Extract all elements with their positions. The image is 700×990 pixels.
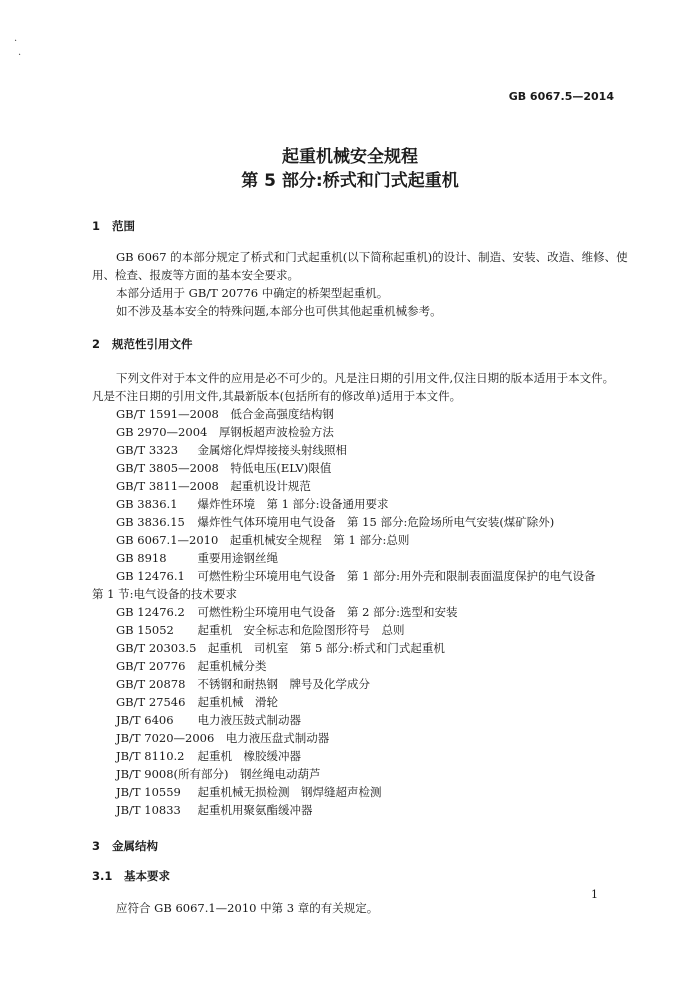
reference-code: GB 2970—2004 bbox=[116, 425, 208, 439]
paragraph-line: 本部分适用于 GB/T 20776 中确定的桥架型起重机。 bbox=[116, 286, 389, 300]
reference-item bbox=[116, 766, 321, 782]
paragraph-line: GB 6067 的本部分规定了桥式和门式起重机(以下简称起重机)的设计、制造、安装、改造、维修、使 bbox=[116, 250, 628, 264]
reference-code: GB 3836.1 bbox=[116, 497, 178, 511]
page-number: 1 bbox=[591, 888, 598, 901]
reference-title: 起重机械 滑轮 bbox=[197, 695, 278, 709]
section-title: 范围 bbox=[112, 219, 135, 233]
reference-item bbox=[116, 802, 313, 818]
reference-code: GB/T 3811—2008 bbox=[116, 479, 219, 493]
reference-code: GB/T 20776 bbox=[116, 659, 186, 673]
reference-item bbox=[116, 622, 405, 638]
reference-code: GB/T 20303.5 bbox=[116, 641, 197, 655]
reference-item bbox=[116, 424, 334, 440]
reference-item bbox=[116, 748, 301, 764]
reference-code: GB 6067.1—2010 bbox=[116, 533, 219, 547]
reference-title: 起重机 司机室 第 5 部分:桥式和门式起重机 bbox=[207, 641, 445, 655]
reference-item bbox=[116, 604, 458, 620]
reference-title: 起重机用聚氨酯缓冲器 bbox=[197, 803, 313, 817]
reference-title: 起重机设计规范 bbox=[230, 479, 311, 493]
reference-title: 电力液压盘式制动器 bbox=[225, 731, 330, 745]
section-number: 3 bbox=[92, 839, 101, 853]
reference-title: 金属熔化焊焊接接头射线照相 bbox=[197, 443, 347, 457]
reference-code: GB/T 3805—2008 bbox=[116, 461, 219, 475]
reference-title: 起重机 安全标志和危险图形符号 总则 bbox=[197, 623, 405, 637]
reference-title: 重要用途钢丝绳 bbox=[197, 551, 278, 565]
reference-title: 起重机械无损检测 钢焊缝超声检测 bbox=[197, 785, 382, 799]
reference-item bbox=[116, 514, 554, 530]
reference-item bbox=[116, 478, 311, 494]
section-heading bbox=[92, 336, 193, 352]
reference-item bbox=[116, 694, 278, 710]
reference-title: 可燃性粉尘环境用电气设备 第 1 部分:用外壳和限制表面温度保护的电气设备 bbox=[197, 569, 596, 583]
reference-code: JB/T 9008(所有部分) bbox=[116, 767, 229, 781]
reference-code: JB/T 10833 bbox=[116, 803, 181, 817]
section-heading bbox=[92, 218, 135, 234]
reference-code: GB 15052 bbox=[116, 623, 174, 637]
subsection-heading bbox=[92, 868, 170, 884]
reference-code: GB/T 27546 bbox=[116, 695, 186, 709]
section-heading bbox=[92, 838, 158, 854]
reference-title: 不锈钢和耐热钢 牌号及化学成分 bbox=[197, 677, 370, 691]
reference-item bbox=[116, 784, 382, 800]
section-title: 规范性引用文件 bbox=[112, 337, 193, 351]
reference-code: GB/T 1591—2008 bbox=[116, 407, 219, 421]
reference-title: 低合金高强度结构钢 bbox=[230, 407, 334, 421]
reference-title: 起重机械安全规程 第 1 部分:总则 bbox=[229, 533, 410, 547]
document-subtitle: 第 5 部分:桥式和门式起重机 bbox=[241, 171, 459, 191]
document-title: 起重机械安全规程 bbox=[282, 147, 418, 167]
subsection-title: 基本要求 bbox=[124, 869, 170, 883]
reference-code: GB 8918 bbox=[116, 551, 167, 565]
reference-title: 爆炸性环境 第 1 部分:设备通用要求 bbox=[197, 497, 389, 511]
reference-item bbox=[116, 640, 445, 656]
reference-item bbox=[116, 658, 267, 674]
reference-item bbox=[116, 442, 347, 458]
standard-number: GB 6067.5—2014 bbox=[508, 90, 614, 103]
reference-item bbox=[116, 676, 370, 692]
reference-title: 钢丝绳电动葫芦 bbox=[240, 767, 321, 781]
reference-title: 起重机械分类 bbox=[197, 659, 267, 673]
reference-item bbox=[116, 406, 334, 422]
reference-code: GB 12476.2 bbox=[116, 605, 185, 619]
section-number: 2 bbox=[92, 337, 101, 351]
reference-code: GB 3836.15 bbox=[116, 515, 185, 529]
scan-mark: · bbox=[14, 36, 18, 47]
reference-code: GB 12476.1 bbox=[116, 569, 185, 583]
reference-code: GB/T 3323 bbox=[116, 443, 179, 457]
reference-item bbox=[116, 730, 329, 746]
reference-item bbox=[116, 568, 596, 584]
reference-title: 可燃性粉尘环境用电气设备 第 2 部分:选型和安装 bbox=[197, 605, 458, 619]
reference-title: 起重机 橡胶缓冲器 bbox=[197, 749, 301, 763]
scan-mark: · bbox=[18, 50, 22, 61]
paragraph-line: 用、检查、报废等方面的基本安全要求。 bbox=[92, 268, 299, 282]
reference-continuation: 第 1 节:电气设备的技术要求 bbox=[92, 587, 238, 601]
reference-title: 爆炸性气体环境用电气设备 第 15 部分:危险场所电气安装(煤矿除外) bbox=[197, 515, 555, 529]
paragraph-line: 如不涉及基本安全的特殊问题,本部分也可供其他起重机械参考。 bbox=[116, 304, 442, 318]
reference-title: 特低电压(ELV)限值 bbox=[230, 461, 332, 475]
reference-code: JB/T 7020—2006 bbox=[116, 731, 215, 745]
reference-item bbox=[116, 532, 409, 548]
section-number: 1 bbox=[92, 219, 101, 233]
paragraph-line: 应符合 GB 6067.1—2010 中第 3 章的有关规定。 bbox=[116, 901, 379, 915]
subsection-number: 3.1 bbox=[92, 869, 113, 883]
reference-code: JB/T 8110.2 bbox=[116, 749, 185, 763]
reference-item bbox=[116, 460, 331, 476]
section-title: 金属结构 bbox=[112, 839, 158, 853]
reference-item bbox=[116, 550, 278, 566]
paragraph-line: 下列文件对于本文件的应用是必不可少的。凡是注日期的引用文件,仅注日期的版本适用于本文件。 bbox=[116, 371, 615, 385]
reference-title: 电力液压鼓式制动器 bbox=[197, 713, 301, 727]
paragraph-line: 凡是不注日期的引用文件,其最新版本(包括所有的修改单)适用于本文件。 bbox=[92, 389, 462, 403]
reference-item bbox=[116, 712, 301, 728]
reference-code: GB/T 20878 bbox=[116, 677, 186, 691]
reference-code: JB/T 6406 bbox=[116, 713, 174, 727]
reference-item bbox=[116, 496, 389, 512]
reference-code: JB/T 10559 bbox=[116, 785, 181, 799]
reference-title: 厚钢板超声波检验方法 bbox=[218, 425, 334, 439]
